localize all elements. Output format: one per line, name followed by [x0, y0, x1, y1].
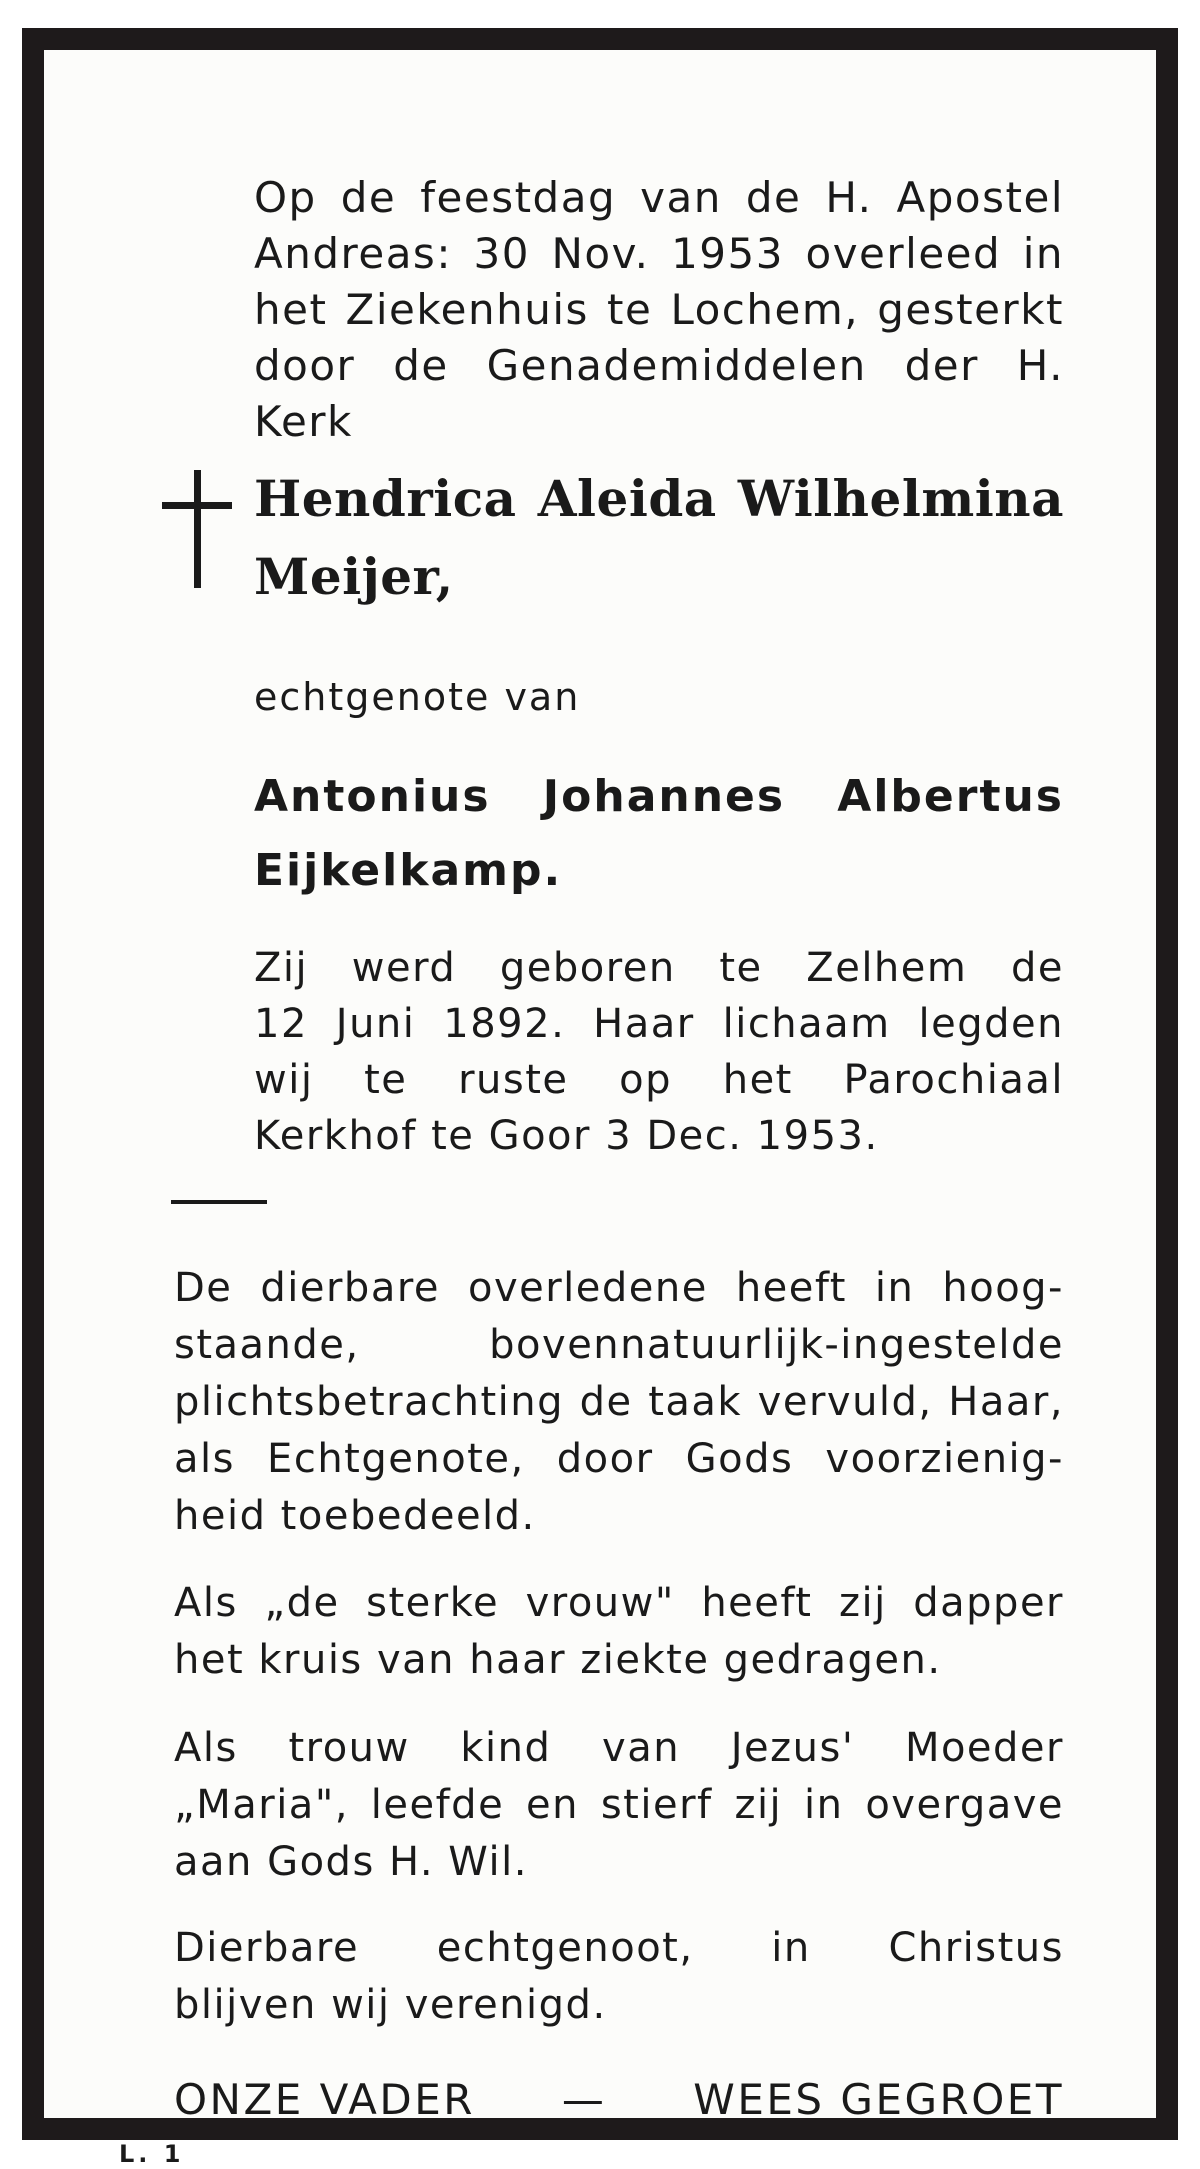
tribute-line: heid toebedeeld.: [174, 1493, 536, 1539]
prayer-line: [174, 2075, 1064, 2124]
tribute-paragraph-3: [174, 1720, 1064, 1891]
deceased-name-line: Meijer,: [254, 547, 454, 606]
spouse-label: echtgenote van: [254, 675, 581, 719]
intro-line: Op de feestdag van de H. Apostel: [254, 173, 1064, 222]
tribute-line: als Echtgenote, door Gods voorzienig-: [174, 1436, 1064, 1482]
tribute-line: Als „de sterke vrouw" heeft zij dapper: [174, 1580, 1064, 1626]
birth-line: wij te ruste op het Parochiaal: [254, 1057, 1064, 1103]
tribute-line: het kruis van haar ziekte gedragen.: [174, 1637, 942, 1683]
tribute-line: „Maria", leefde en stierf zij in overgave: [174, 1782, 1064, 1828]
printer-reference: L. 1: [119, 2140, 185, 2168]
tribute-line: plichtsbetrachting de taak vervuld, Haar,: [174, 1379, 1064, 1425]
prayer-hail-mary: WEES GEGROET: [693, 2075, 1064, 2124]
tribute-line: Dierbare echtgenoot, in Christus: [174, 1925, 1064, 1971]
memorial-card: [22, 28, 1178, 2168]
spouse-name-line: Antonius Johannes Albertus: [254, 771, 1064, 822]
tribute-line: aan Gods H. Wil.: [174, 1839, 528, 1885]
tribute-line: staande, bovennatuurlijk-ingestelde: [174, 1322, 1064, 1368]
deceased-name: [254, 460, 1064, 616]
tribute-paragraph-1: [174, 1260, 1064, 1545]
intro-line: het Ziekenhuis te Lochem, gesterkt: [254, 285, 1064, 334]
birth-line: Kerkhof te Goor 3 Dec. 1953.: [254, 1113, 879, 1159]
latin-cross-icon: [162, 470, 232, 590]
tribute-line: De dierbare overledene heeft in hoog-: [174, 1265, 1064, 1311]
tribute-paragraph-4: [174, 1920, 1064, 2034]
prayer-our-father: ONZE VADER: [174, 2075, 475, 2124]
birth-paragraph: [254, 940, 1064, 1164]
prayer-dash: —: [561, 2075, 607, 2124]
deceased-name-line: Hendrica Aleida Wilhelmina: [254, 469, 1064, 528]
intro-paragraph: [254, 170, 1064, 450]
tribute-line: Als trouw kind van Jezus' Moeder: [174, 1725, 1064, 1771]
spouse-name-line: Eijkelkamp.: [254, 845, 563, 896]
tribute-paragraph-2: [174, 1575, 1064, 1689]
birth-line: 12 Juni 1892. Haar lichaam legden: [254, 1001, 1064, 1047]
cross-vertical-bar: [194, 470, 201, 588]
cross-horizontal-bar: [162, 502, 232, 509]
card-content: [44, 50, 1156, 2168]
birth-line: Zij werd geboren te Zelhem de: [254, 945, 1064, 991]
spouse-name: [254, 760, 1064, 908]
section-divider: [171, 1200, 267, 1204]
intro-line: door de Genademiddelen der H. Kerk: [254, 341, 1064, 446]
intro-line: Andreas: 30 Nov. 1953 overleed in: [254, 229, 1064, 278]
tribute-line: blijven wij verenigd.: [174, 1982, 607, 2028]
